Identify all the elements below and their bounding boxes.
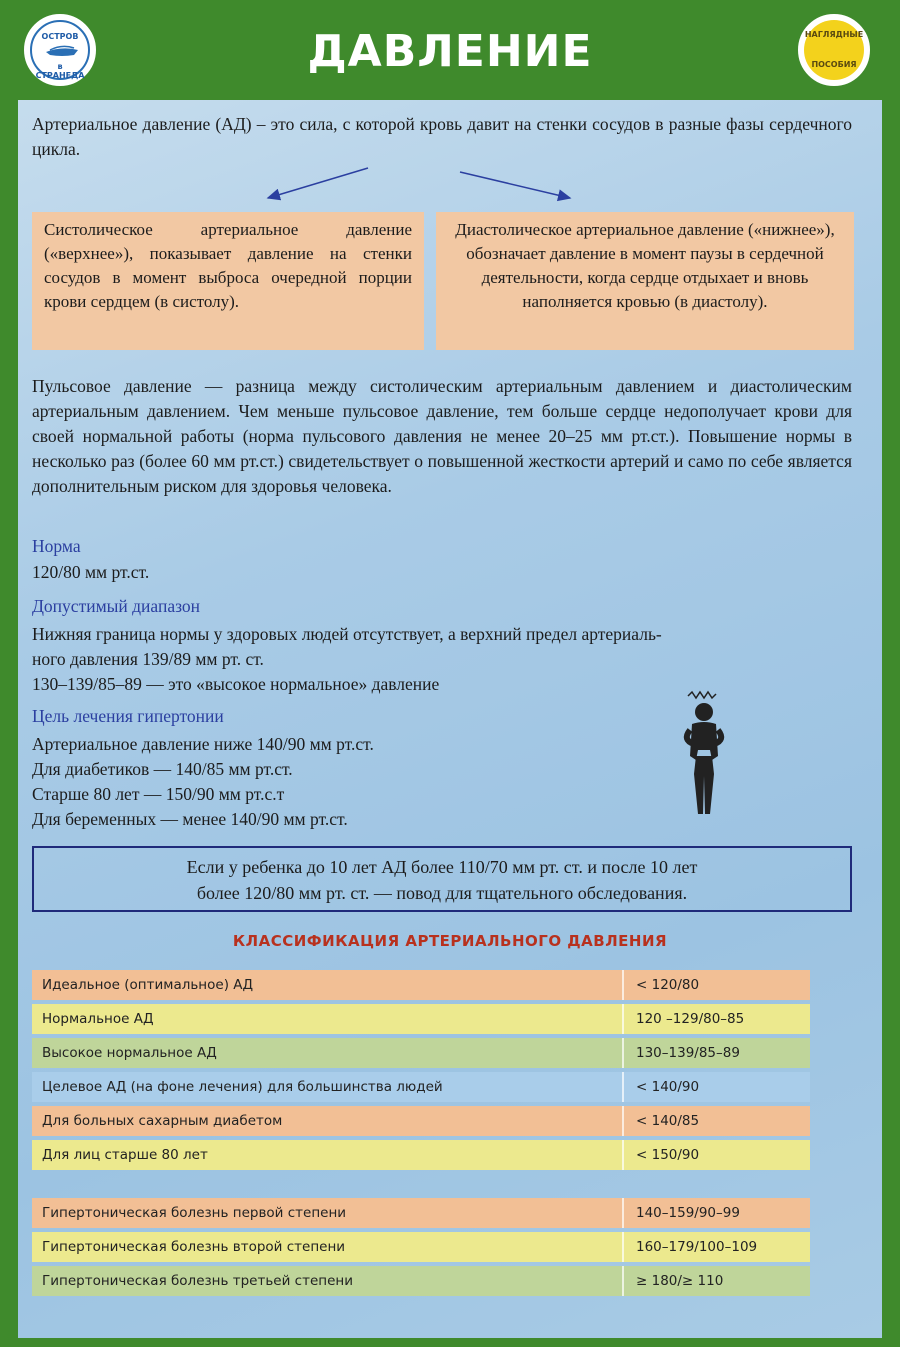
- target-item: Для беременных — менее 140/90 мм рт.ст.: [32, 809, 348, 829]
- systolic-box: Систолическое артериальное давление («верхнее»), показывает давление на стенки сосудов в момент выброса очередной порции крови сердцем (в систолу).: [32, 212, 424, 350]
- target-item: Артериальное давление ниже 140/90 мм рт.ст.: [32, 734, 374, 754]
- table-row: [32, 1072, 810, 1102]
- target-heading: Цель лечения гипертонии: [32, 706, 224, 726]
- table-row: [32, 970, 810, 1000]
- diastolic-box: Диастолическое артериальное давление («нижнее»), обозначает давление в момент паузы в сердечной деятельности, когда сердце отдыхает и вновь наполняется кровью (в диастолу).: [436, 212, 854, 350]
- row-value: < 140/90: [636, 1079, 700, 1095]
- target-item: Старше 80 лет — 150/90 мм рт.с.т: [32, 784, 285, 804]
- row-divider: [622, 1072, 624, 1102]
- target-item: Для диабетиков — 140/85 мм рт.ст.: [32, 759, 293, 779]
- row-label: Для больных сахарным диабетом: [42, 1113, 283, 1129]
- stressed-person-icon: [674, 690, 734, 820]
- note-line: более 120/80 мм рт. ст. — повод для тщательного обследования.: [196, 883, 688, 903]
- series-text-bottom: ПОСОБИЯ: [811, 60, 857, 69]
- table-row: [32, 1232, 810, 1262]
- range-line: 130–139/85–89 — это «высокое нормальное» давление: [32, 674, 440, 694]
- range-line: ного давления 139/89 мм рт. ст.: [32, 649, 264, 669]
- row-label: Гипертоническая болезнь второй степени: [42, 1239, 346, 1255]
- norm-value: 120/80 мм рт.ст.: [32, 562, 150, 582]
- content-panel: [18, 100, 882, 1338]
- row-value: 140–159/90–99: [636, 1205, 740, 1221]
- page-title: ДАВЛЕНИЕ: [307, 26, 593, 77]
- row-value: < 140/85: [636, 1113, 700, 1129]
- table-row: [32, 1198, 810, 1228]
- row-label: Нормальное АД: [42, 1011, 154, 1027]
- range-heading: Допустимый диапазон: [32, 596, 201, 616]
- row-divider: [622, 970, 624, 1000]
- table-row: [32, 1004, 810, 1034]
- row-label: Целевое АД (на фоне лечения) для большинства людей: [42, 1079, 443, 1095]
- intro-paragraph: Артериальное давление (АД) – это сила, с которой кровь давит на стенки сосудов в разные фазы сердечного цикла.: [32, 114, 852, 159]
- range-line: Нижняя граница нормы у здоровых людей отсутствует, а верхний предел артериаль-: [32, 624, 662, 644]
- logo-text-bottom: в СТРАНЕДА: [35, 62, 85, 80]
- row-value: 160–179/100–109: [636, 1239, 758, 1255]
- row-label: Гипертоническая болезнь первой степени: [42, 1205, 347, 1221]
- row-divider: [622, 1004, 624, 1034]
- table-row: [32, 1140, 810, 1170]
- row-value: < 150/90: [636, 1147, 700, 1163]
- row-value: 120 –129/80–85: [636, 1011, 745, 1027]
- logo-text-top: ОСТРОВ: [41, 32, 79, 41]
- table-row: [32, 1266, 810, 1296]
- header: [0, 0, 900, 100]
- row-divider: [622, 1266, 624, 1296]
- row-label: Для лиц старше 80 лет: [42, 1147, 208, 1163]
- row-divider: [622, 1106, 624, 1136]
- table-row: [32, 1038, 810, 1068]
- row-divider: [622, 1038, 624, 1068]
- norm-heading: Норма: [32, 536, 81, 556]
- row-value: ≥ 180/≥ 110: [636, 1273, 724, 1289]
- arrows-icon: [248, 158, 628, 218]
- row-label: Высокое нормальное АД: [42, 1045, 217, 1061]
- pulse-paragraph: Пульсовое давление — разница между систолическим артериальным давлением и диастолическим артериальным давлением. Чем меньше пульсовое давление, тем больше сердце недополучает крови для своей нормальной работы (норма пульсового давления не менее 20–25 мм рт.ст.). Повышение нормы в несколько раз (более 60 мм рт.ст.) свидетельствует о повышенной жесткости артерий и само по себе является дополнительным риском для здоровья человека.: [32, 376, 852, 496]
- row-divider: [622, 1198, 624, 1228]
- row-label: Идеальное (оптимальное) АД: [42, 977, 254, 993]
- row-value: < 120/80: [636, 977, 700, 993]
- row-divider: [622, 1232, 624, 1262]
- series-badge: [798, 14, 870, 86]
- row-label: Гипертоническая болезнь третьей степени: [42, 1273, 354, 1289]
- table-row: [32, 1106, 810, 1136]
- child-note-box: [32, 846, 852, 912]
- note-line: Если у ребенка до 10 лет АД более 110/70 мм рт. ст. и после 10 лет: [186, 857, 698, 877]
- row-value: 130–139/85–89: [636, 1045, 740, 1061]
- series-text-top: НАГЛЯДНЫЕ: [804, 30, 864, 39]
- classification-title: КЛАССИФИКАЦИЯ АРТЕРИАЛЬНОГО ДАВЛЕНИЯ: [232, 932, 668, 950]
- row-divider: [622, 1140, 624, 1170]
